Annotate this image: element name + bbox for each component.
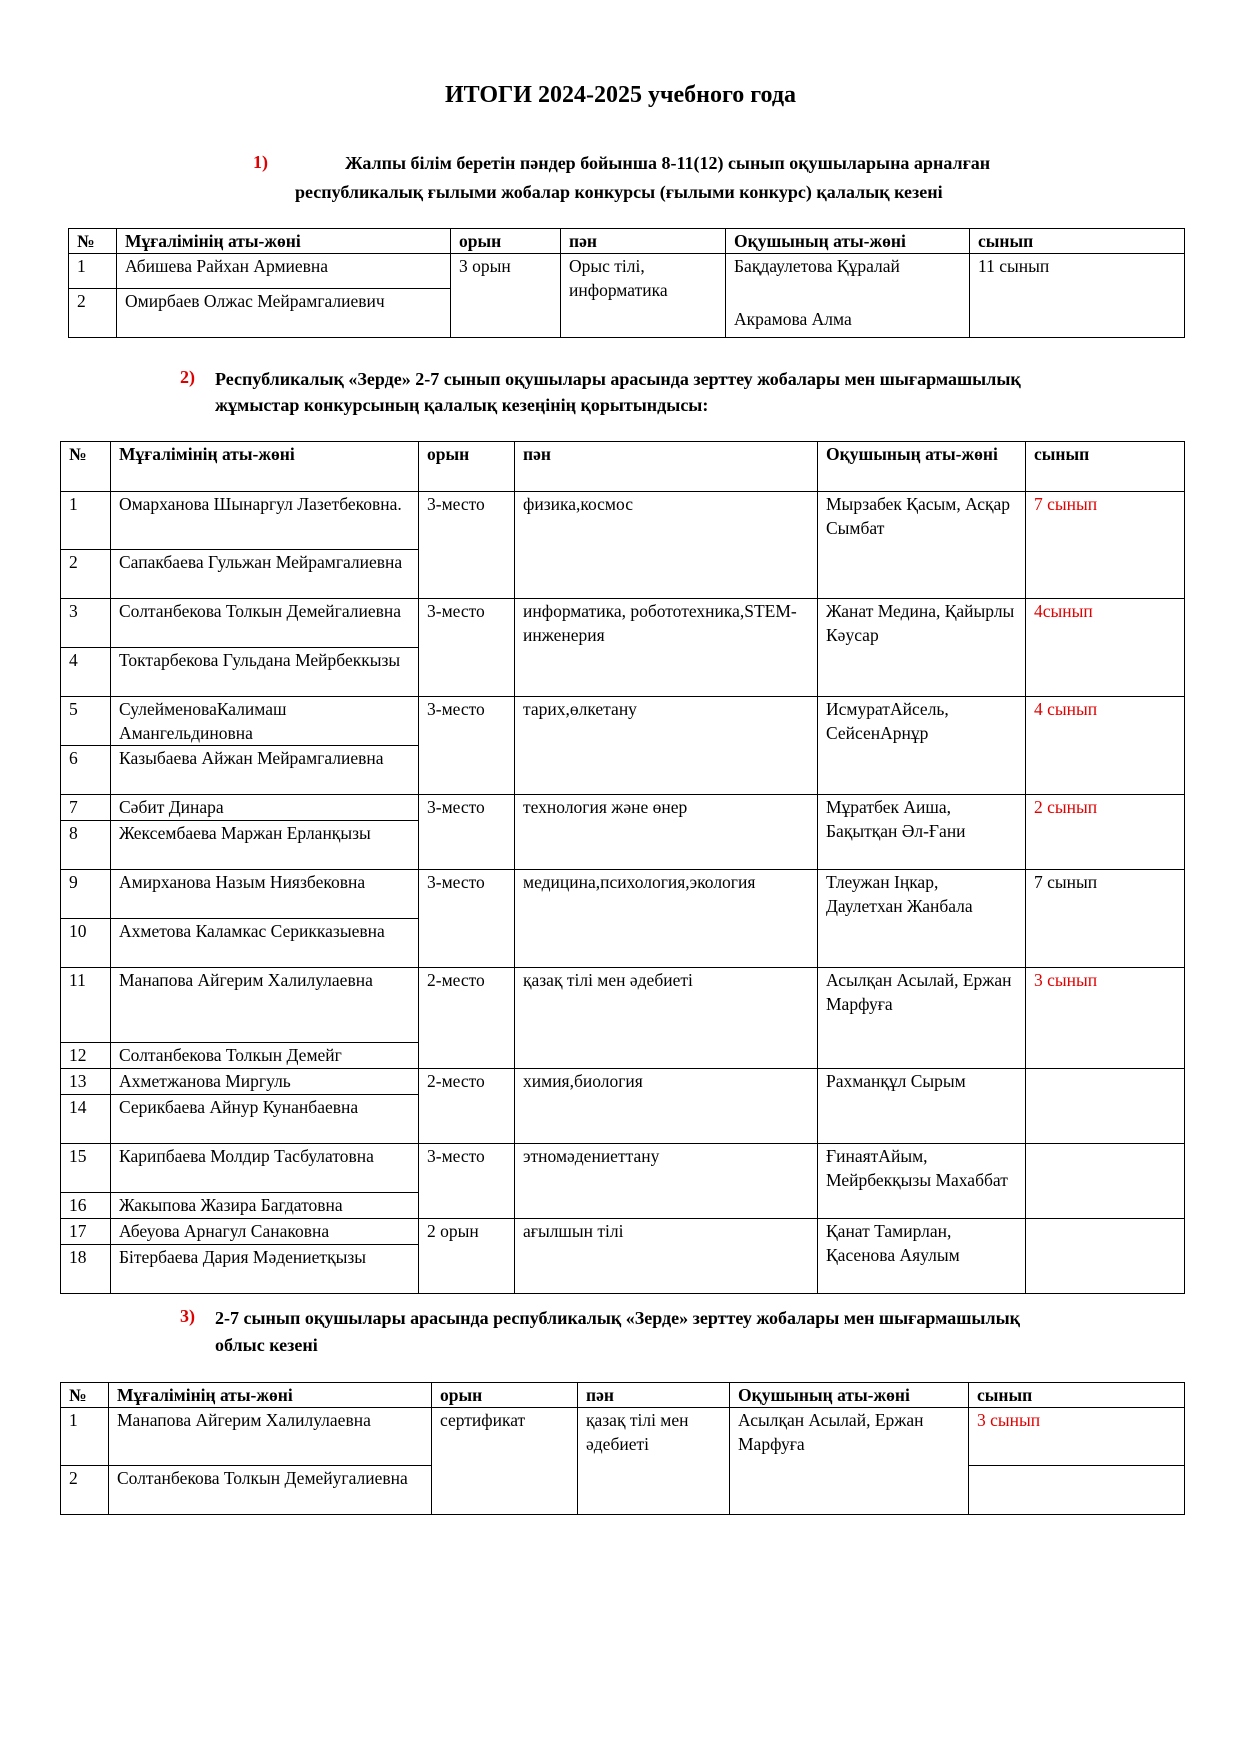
row-number: 15 [61, 1144, 111, 1193]
header-student: Оқушының аты-жөні [726, 229, 970, 254]
header-place: орын [432, 1383, 578, 1408]
grade-cell: 3 сынып [1026, 968, 1185, 1069]
header-subject: пән [578, 1383, 730, 1408]
subject-cell: тарих,өлкетану [515, 697, 818, 795]
header-grade: сынып [970, 229, 1185, 254]
grade-cell [1026, 1219, 1185, 1294]
teacher-name: Жакыпова Жазира Багдатовна [111, 1193, 419, 1219]
student-cell: Асылқан Асылай, Ержан Марфуға [730, 1408, 969, 1515]
teacher-name: Абеуова Арнагул Санаковна [111, 1219, 419, 1245]
place-cell: 3-место [419, 599, 515, 697]
student-cell: Рахманқұл Сырым [818, 1069, 1026, 1144]
grade-cell [1026, 1069, 1185, 1144]
row-number: 6 [61, 746, 111, 795]
row-number: 1 [69, 254, 117, 289]
place-cell: 3-место [419, 870, 515, 968]
grade-cell: 7 сынып [1026, 870, 1185, 968]
student-cell: ҒинаятАйым, Мейрбекқызы Махаббат [818, 1144, 1026, 1219]
subject-cell: қазақ тілі мен әдебиеті [515, 968, 818, 1069]
student-cell [726, 254, 970, 338]
section-3-heading-line2: облыс кезені [215, 1335, 318, 1355]
teacher-name: Бітербаева Дария Мәдениетқызы [111, 1245, 419, 1294]
place-cell: сертификат [432, 1408, 578, 1515]
student-cell: Қанат Тамирлан, Қасенова Аяулым [818, 1219, 1026, 1294]
student-cell: Тлеужан Іңкар, Даулетхан Жанбала [818, 870, 1026, 968]
teacher-name: Жексембаева Маржан Ерланқызы [111, 821, 419, 870]
header-teacher: Мұғалімінің аты-жөні [117, 229, 451, 254]
teacher-name: Сапакбаева Гульжан Мейрамгалиевна [111, 550, 419, 599]
row-number: 12 [61, 1043, 111, 1069]
row-number: 4 [61, 648, 111, 697]
teacher-name: Солтанбекова Толкын Демейугалиевна [109, 1466, 432, 1515]
row-number: 2 [61, 1466, 109, 1515]
student-name: Бақдаулетова Құралай [734, 256, 900, 276]
section-1-heading-line2: республикалық ғылыми жобалар конкурсы (ғылыми конкурс) қалалық кезені [295, 182, 943, 202]
grade-cell [1026, 1144, 1185, 1219]
teacher-name: Абишева Райхан Армиевна [117, 254, 451, 289]
section-1-heading-line1: Жалпы білім беретін пәндер бойынша 8-11(12) сынып оқушыларына арналған [345, 153, 991, 173]
place-cell: 3-место [419, 492, 515, 599]
grade-cell: 7 сынып [1026, 492, 1185, 599]
header-student: Оқушының аты-жөні [730, 1383, 969, 1408]
subject-cell: медицина,психология,экология [515, 870, 818, 968]
row-number: 11 [61, 968, 111, 1043]
header-number: № [61, 1383, 109, 1408]
teacher-name: Манапова Айгерим Халилулаевна [109, 1408, 432, 1466]
row-number: 16 [61, 1193, 111, 1219]
student-cell: Мұратбек Аиша, Бақытқан Әл-Ғани [818, 795, 1026, 870]
subject-cell: физика,космос [515, 492, 818, 599]
row-number: 14 [61, 1095, 111, 1144]
row-number: 1 [61, 492, 111, 550]
place-cell: 3-место [419, 795, 515, 870]
teacher-name: Казыбаева Айжан Мейрамгалиевна [111, 746, 419, 795]
teacher-name: Солтанбекова Толкын Демейгалиевна [111, 599, 419, 648]
row-number: 10 [61, 919, 111, 968]
teacher-name: Токтарбекова Гульдана Мейрбеккызы [111, 648, 419, 697]
header-place: орын [451, 229, 561, 254]
teacher-name: Ахметова Каламкас Серикказыевна [111, 919, 419, 968]
grade-cell: 3 сынып [969, 1408, 1185, 1466]
student-cell: Мырзабек Қасым, Асқар Сымбат [818, 492, 1026, 599]
row-number: 8 [61, 821, 111, 870]
row-number: 18 [61, 1245, 111, 1294]
grade-cell: 11 сынып [970, 254, 1185, 338]
grade-cell-empty [969, 1466, 1185, 1515]
place-cell: 3-место [419, 1144, 515, 1219]
row-number: 3 [61, 599, 111, 648]
header-grade: сынып [1026, 442, 1185, 492]
section-3-heading-line1: 2-7 сынып оқушылары арасында республикалық «Зерде» зерттеу жобалары мен шығармашылық [215, 1308, 1020, 1328]
subject-cell: технология және өнер [515, 795, 818, 870]
teacher-name: Омарханова Шынаргул Лазетбековна. [111, 492, 419, 550]
header-grade: сынып [969, 1383, 1185, 1408]
teacher-name: Сәбит Динара [111, 795, 419, 821]
row-number: 5 [61, 697, 111, 746]
student-cell: ИсмуратАйсель, СейсенАрнұр [818, 697, 1026, 795]
subject-cell: Орыс тілі, информатика [561, 254, 726, 338]
teacher-name: Серикбаева Айнур Кунанбаевна [111, 1095, 419, 1144]
section-2-number: 2) [180, 367, 195, 387]
header-place: орын [419, 442, 515, 492]
student-name: Акрамова Алма [734, 309, 852, 329]
section-2-heading-line1: Республикалық «Зерде» 2-7 сынып оқушылары арасында зерттеу жобалары мен шығармашылық [215, 369, 1021, 389]
teacher-name: Омирбаев Олжас Мейрамгалиевич [117, 289, 451, 338]
teacher-name: Ахметжанова Миргуль [111, 1069, 419, 1095]
section-1-table [68, 228, 1185, 338]
grade-cell: 4сынып [1026, 599, 1185, 697]
place-cell: 2-место [419, 1069, 515, 1144]
row-number: 2 [61, 550, 111, 599]
header-student: Оқушының аты-жөні [818, 442, 1026, 492]
teacher-name: Амирханова Назым Ниязбековна [111, 870, 419, 919]
page-title: ИТОГИ 2024-2025 учебного года [444, 82, 797, 108]
teacher-name: Карипбаева Молдир Тасбулатовна [111, 1144, 419, 1193]
place-cell: 2-место [419, 968, 515, 1069]
subject-cell: қазақ тілі мен әдебиеті [578, 1408, 730, 1515]
teacher-name: Манапова Айгерим Халилулаевна [111, 968, 419, 1043]
place-cell: 2 орын [419, 1219, 515, 1294]
section-2-heading-line2: жұмыстар конкурсының қалалық кезеңінің қорытындысы: [215, 395, 709, 415]
row-number: 13 [61, 1069, 111, 1095]
student-cell: Асылқан Асылай, Ержан Марфуға [818, 968, 1026, 1069]
row-number: 2 [69, 289, 117, 338]
subject-cell: химия,биология [515, 1069, 818, 1144]
subject-cell: этномәдениеттану [515, 1144, 818, 1219]
header-number: № [69, 229, 117, 254]
teacher-name: СулейменоваКалимаш Амангельдиновна [111, 697, 419, 746]
grade-cell: 2 сынып [1026, 795, 1185, 870]
subject-cell: информатика, робототехника,STEM-инженерия [515, 599, 818, 697]
section-1-number: 1) [253, 152, 268, 172]
row-number: 1 [61, 1408, 109, 1466]
section-2-table [60, 441, 1185, 1294]
row-number: 7 [61, 795, 111, 821]
header-subject: пән [561, 229, 726, 254]
section-3-table [60, 1382, 1185, 1515]
row-number: 17 [61, 1219, 111, 1245]
place-cell: 3 орын [451, 254, 561, 338]
header-teacher: Мұғалімінің аты-жөні [109, 1383, 432, 1408]
row-number: 9 [61, 870, 111, 919]
place-cell: 3-место [419, 697, 515, 795]
student-cell: Жанат Медина, Қайырлы Кәусар [818, 599, 1026, 697]
header-subject: пән [515, 442, 818, 492]
section-3-number: 3) [180, 1306, 195, 1326]
header-number: № [61, 442, 111, 492]
teacher-name: Солтанбекова Толкын Демейг [111, 1043, 419, 1069]
subject-cell: ағылшын тілі [515, 1219, 818, 1294]
header-teacher: Мұғалімінің аты-жөні [111, 442, 419, 492]
grade-cell: 4 сынып [1026, 697, 1185, 795]
